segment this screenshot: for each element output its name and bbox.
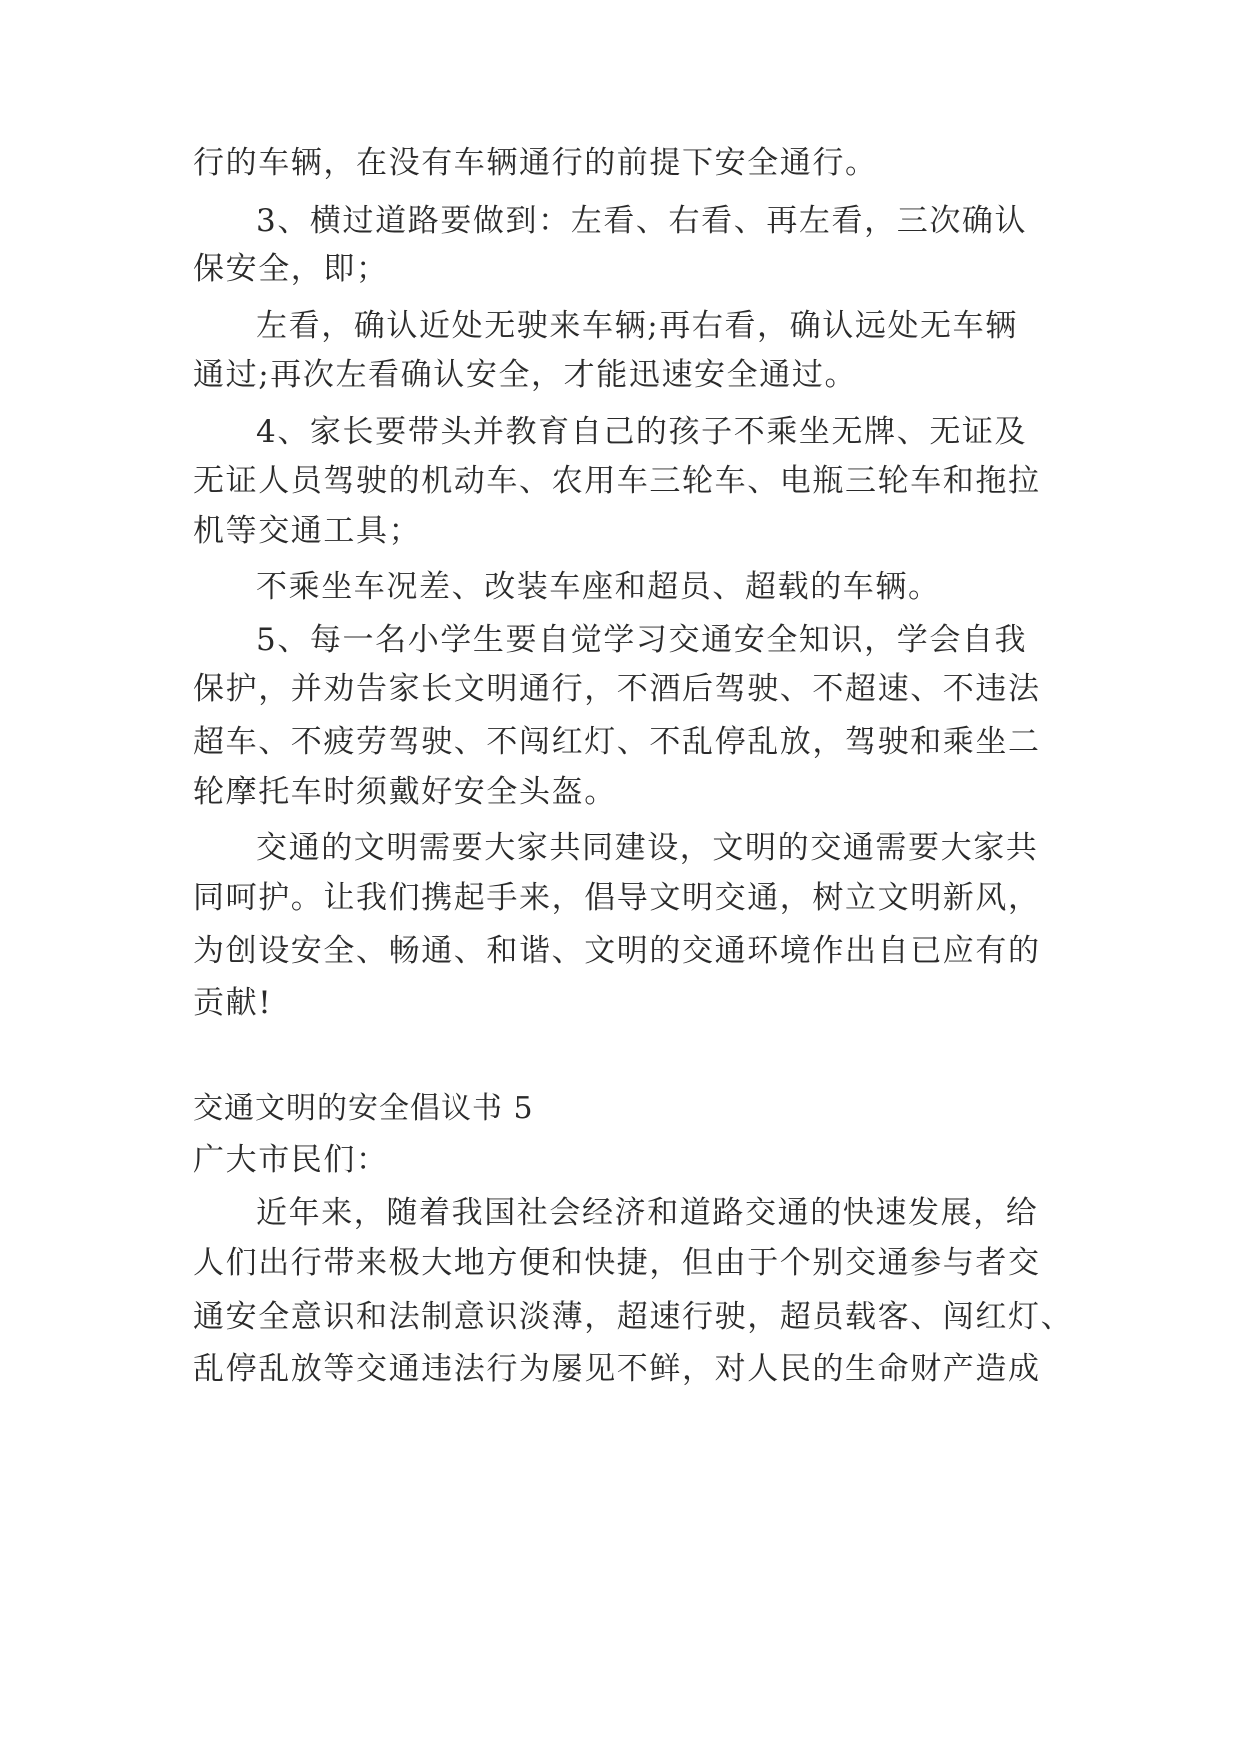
text-line: 交通的文明需要大家共同建设，文明的交通需要大家共 [256, 830, 1039, 866]
text-line: 同呵护。让我们携起手来，倡导文明交通，树立文明新风， [193, 880, 1041, 916]
text-line: 为创设安全、畅通、和谐、文明的交通环境作出自已应有的 [193, 933, 1041, 969]
text-line: 机等交通工具； [193, 513, 422, 549]
text-line: 左看，确认近处无驶来车辆;再右看，确认远处无车辆 [256, 308, 1018, 344]
text-line: 通过;再次左看确认安全，才能迅速安全通过。 [193, 357, 858, 393]
text-line: 3、横过道路要做到：左看、右看、再左看，三次确认 [256, 203, 1028, 239]
text-line: 无证人员驾驶的机动车、农用车三轮车、电瓶三轮车和拖拉 [193, 463, 1041, 499]
section-title: 交通文明的安全倡议书 5 [193, 1091, 534, 1126]
text-line: 不乘坐车况差、改装车座和超员、超载的车辆。 [256, 569, 941, 605]
text-line: 轮摩托车时须戴好安全头盔。 [193, 774, 617, 810]
text-line: 保护，并劝告家长文明通行，不酒后驾驶、不超速、不违法 [193, 671, 1041, 707]
text-line: 乱停乱放等交通违法行为屡见不鲜，对人民的生命财产造成 [193, 1351, 1041, 1387]
text-line: 贡献! [193, 985, 273, 1021]
text-line: 保安全，即； [193, 251, 389, 287]
text-line: 人们出行带来极大地方便和快捷，但由于个别交通参与者交 [193, 1245, 1041, 1281]
text-line: 超车、不疲劳驾驶、不闯红灯、不乱停乱放，驾驶和乘坐二 [193, 724, 1041, 760]
text-line: 近年来，随着我国社会经济和道路交通的快速发展，给 [256, 1195, 1039, 1231]
text-line: 通安全意识和法制意识淡薄，超速行驶，超员载客、闯红灯、 [193, 1299, 1074, 1335]
text-line: 行的车辆，在没有车辆通行的前提下安全通行。 [193, 145, 878, 181]
text-line: 4、家长要带头并教育自己的孩子不乘坐无牌、无证及 [256, 414, 1028, 450]
text-line: 5、每一名小学生要自觉学习交通安全知识，学会自我 [256, 622, 1028, 658]
salutation: 广大市民们： [193, 1142, 389, 1178]
